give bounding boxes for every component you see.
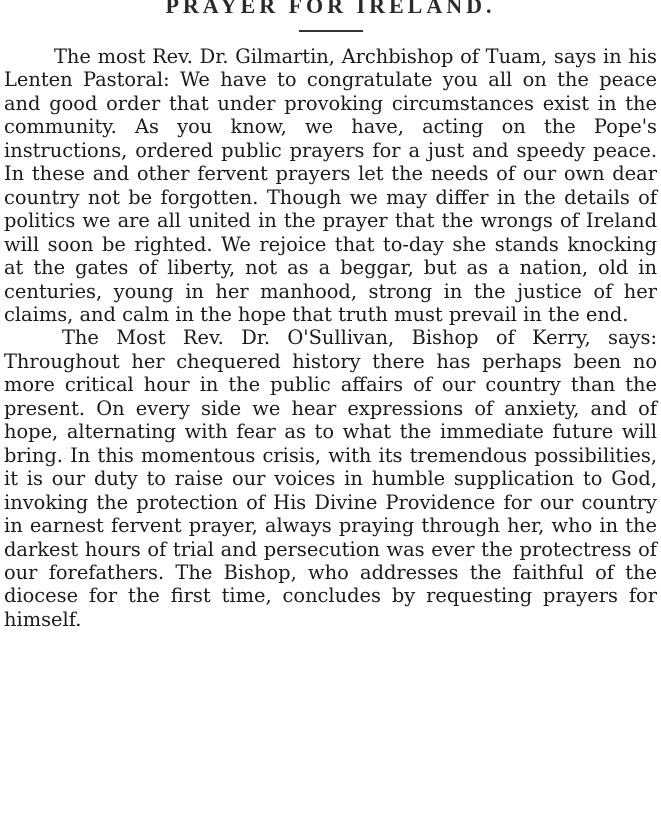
- article-headline: PRAYER FOR IRELAND.: [165, 0, 496, 15]
- article-paragraph-bishop-kerry: The Most Rev. Dr. O'Sullivan, Bishop of Kerry, says: Throughout her chequered history there has perhaps been no more critical hour in the public affairs of our country than the present. On every side we hear expressions of anxiety, and of hope, alternating with fear as to what the immediate future will bring. In this momentous crisis, with its tremendous possibilities, it is our duty to raise our voices in humble supplication to God, invoking the protection of His Divine Providence for our country in earnest fervent prayer, always praying through her, who in the darkest hours of trial and persecution was ever the protectress of our forefathers. The Bishop, who addresses the faithful of the diocese for the first time, concludes by requesting prayers for himself.: [4, 326, 657, 631]
- article-paragraph-archbishop-tuam: The most Rev. Dr. Gilmartin, Archbishop of Tuam, says in his Lenten Pastoral: We have to congratulate you all on the peace and good order that under provoking circumstances exist in the community. As you know, we have, acting on the Pope's instructions, ordered public prayers for a just and speedy peace. In these and other fervent prayers let the needs of our own dear country not be forgotten. Though we may differ in the details of politics we are all united in the prayer that the wrongs of Ireland will soon be righted. We rejoice that to-day she stands knocking at the gates of liberty, not as a beggar, but as a nation, old in centuries, young in her manhood, strong in the justice of her claims, and calm in the hope that truth must prevail in the end.: [4, 45, 657, 326]
- headline-divider: [299, 30, 363, 32]
